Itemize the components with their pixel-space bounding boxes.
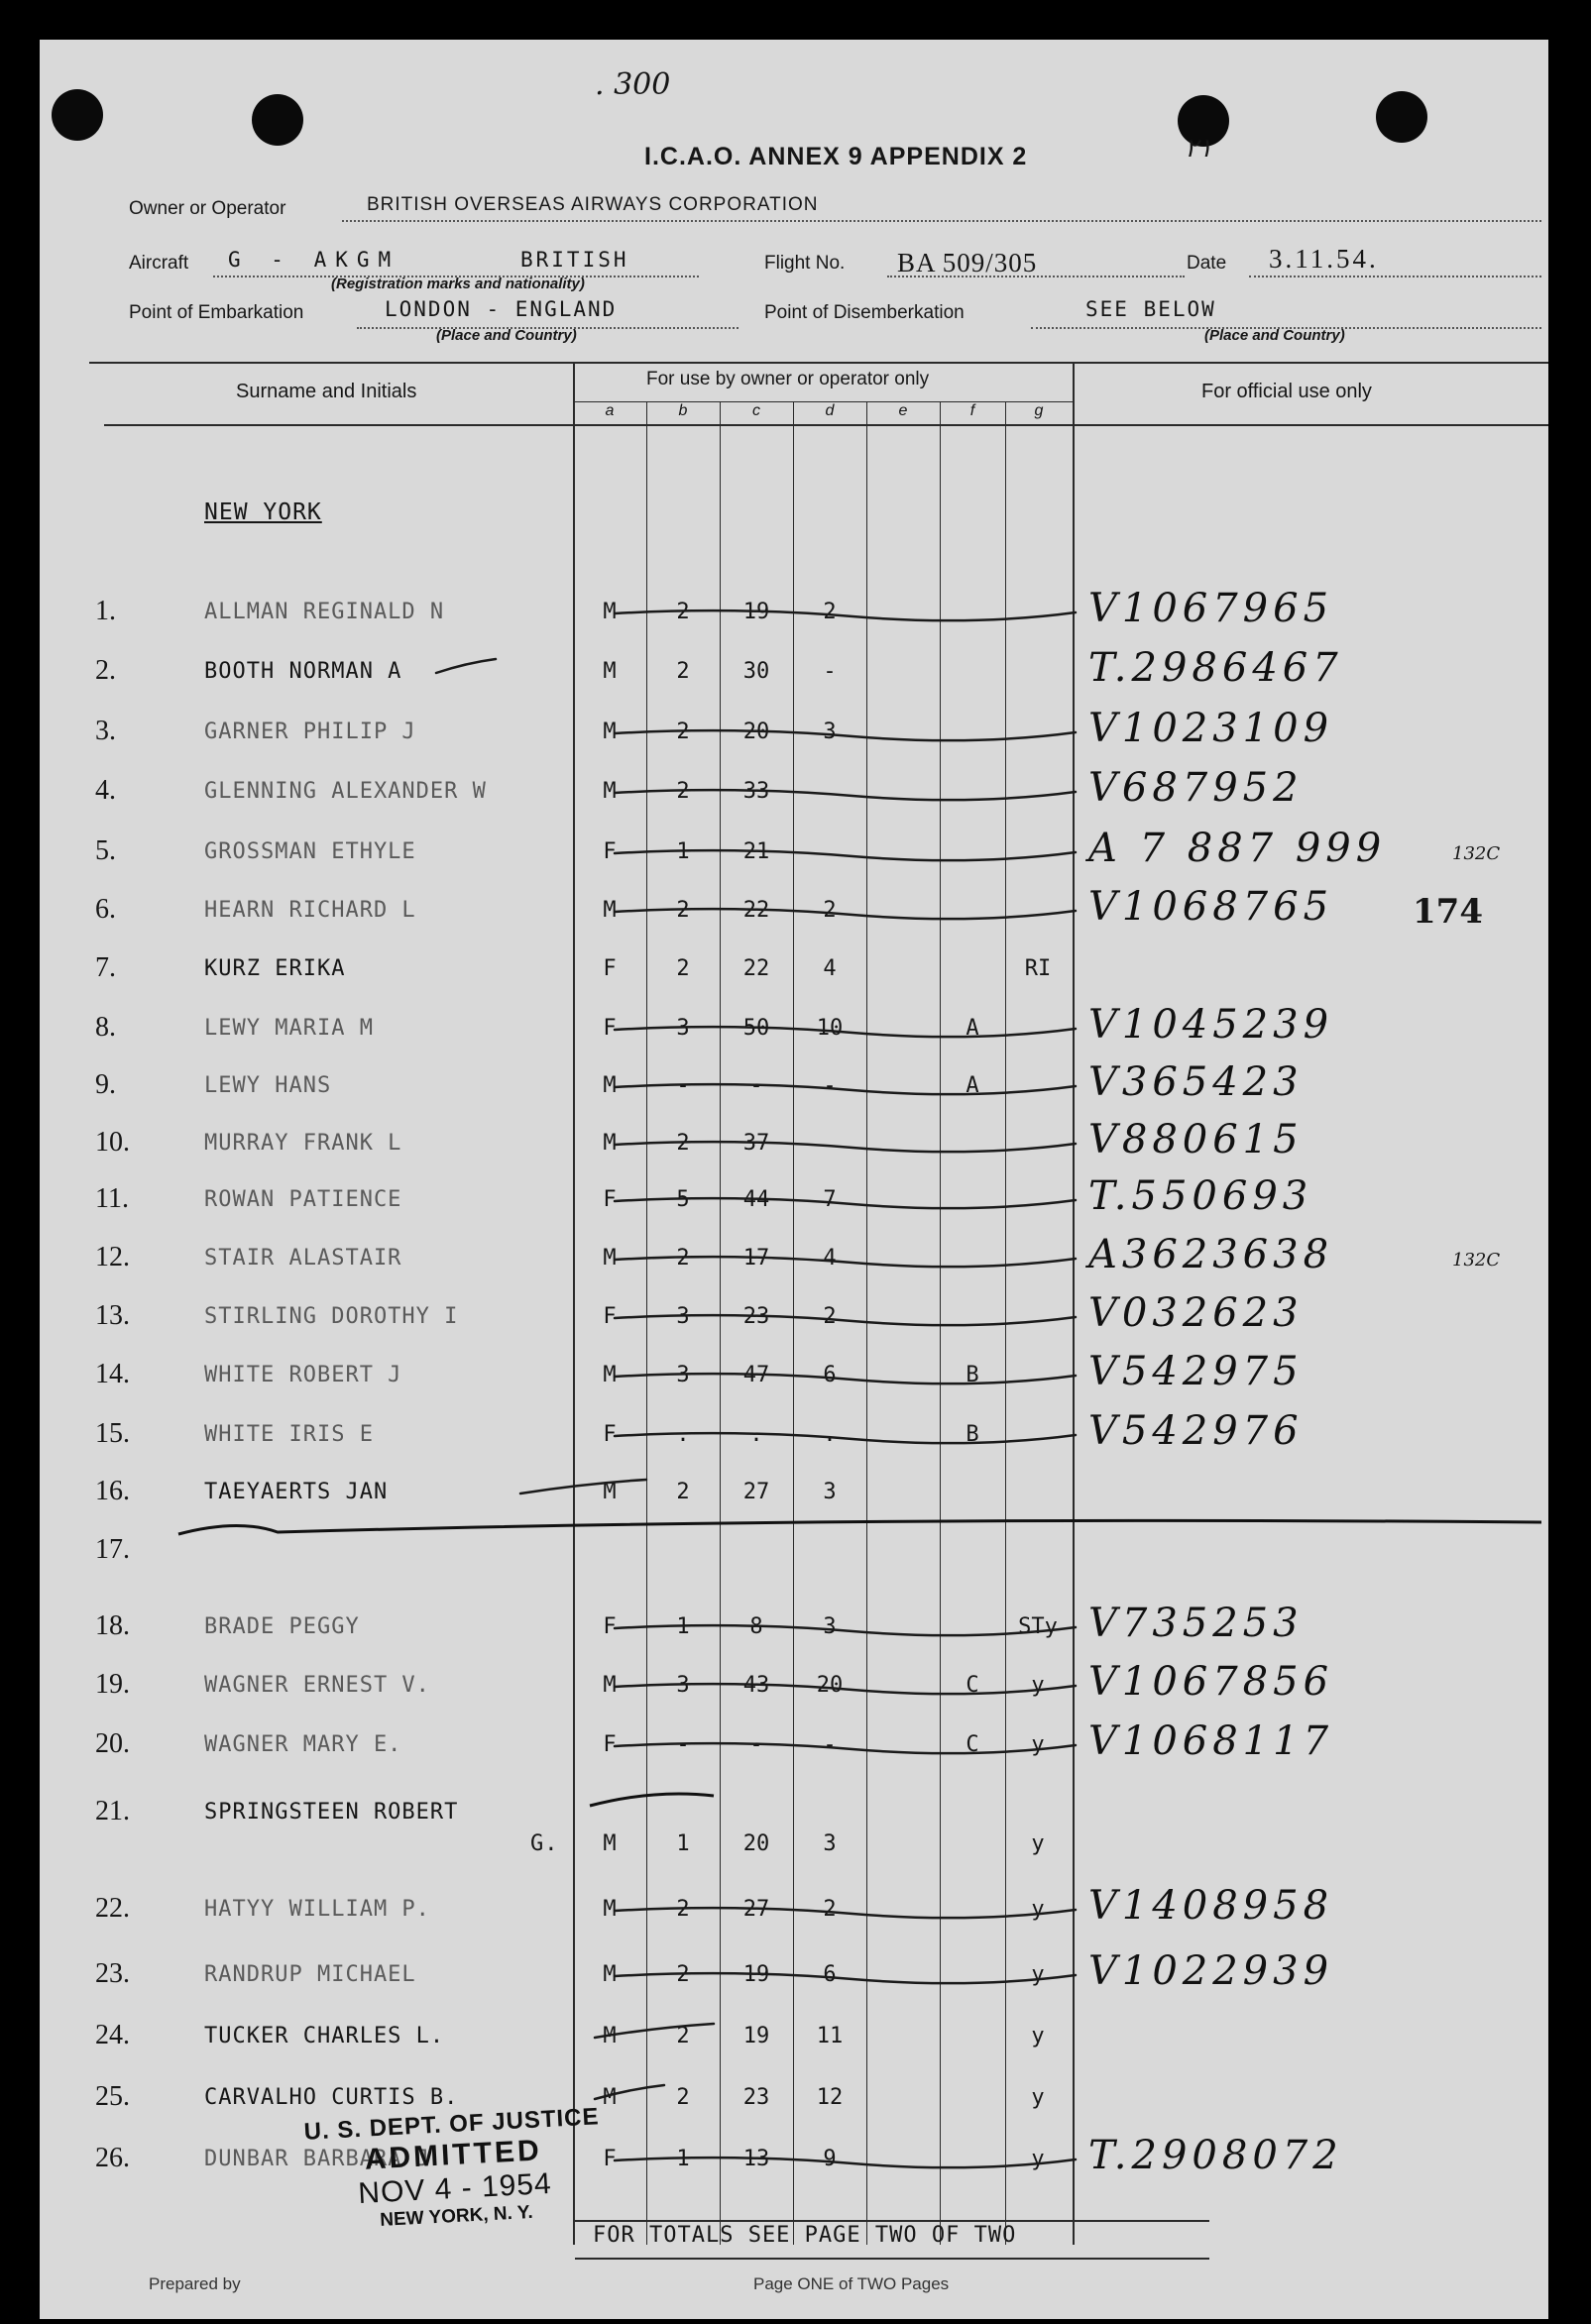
cell-g: y bbox=[1031, 1673, 1045, 1698]
cell-b: 2 bbox=[676, 719, 690, 744]
official-number: V542976 bbox=[1088, 1408, 1304, 1454]
row-number: 17. bbox=[95, 1534, 130, 1565]
totals-rule bbox=[575, 2258, 1209, 2260]
official-number: T.2986467 bbox=[1088, 645, 1343, 691]
row-number: 3. bbox=[95, 716, 116, 746]
cell-b: - bbox=[676, 1073, 690, 1098]
official-number: V1067856 bbox=[1088, 1659, 1334, 1705]
cell-a: F bbox=[603, 2147, 617, 2171]
footer-page: Page ONE of TWO Pages bbox=[753, 2274, 950, 2293]
row-number: 9. bbox=[95, 1069, 116, 1100]
official-number: V542975 bbox=[1088, 1349, 1304, 1394]
strike-line bbox=[615, 1198, 1076, 1208]
cell-a: M bbox=[603, 1673, 617, 1698]
cell-c: 13 bbox=[742, 2147, 770, 2171]
row-number: 10. bbox=[95, 1127, 130, 1158]
cell-g: y bbox=[1031, 2147, 1045, 2171]
cell-c: 20 bbox=[742, 1831, 770, 1856]
cell-b: 1 bbox=[676, 1614, 690, 1639]
passenger-name-continued: G. bbox=[530, 1831, 559, 1856]
cell-a: F bbox=[603, 1187, 617, 1212]
cell-b: 5 bbox=[676, 1187, 690, 1212]
cell-a: F bbox=[603, 1422, 617, 1447]
pen-mark bbox=[436, 659, 496, 673]
cell-d: - bbox=[823, 1073, 837, 1098]
passenger-name: DUNBAR BARBARA J bbox=[204, 2147, 430, 2171]
row-number: 20. bbox=[95, 1728, 130, 1759]
cell-a: F bbox=[603, 1304, 617, 1329]
passenger-name: WAGNER MARY E. bbox=[204, 1732, 402, 1757]
row-number: 19. bbox=[95, 1669, 130, 1700]
strike-line bbox=[615, 1374, 1076, 1383]
aircraft-label: Aircraft bbox=[129, 253, 189, 274]
cell-d: 2 bbox=[823, 1897, 837, 1922]
cell-a: M bbox=[603, 1897, 617, 1922]
cell-b: 2 bbox=[676, 779, 690, 804]
cell-b: 3 bbox=[676, 1673, 690, 1698]
cell-d: 2 bbox=[823, 1304, 837, 1329]
owner-label: Owner or Operator bbox=[129, 198, 286, 219]
official-number: V1023109 bbox=[1088, 706, 1334, 751]
cell-c: - bbox=[749, 1732, 763, 1757]
subcolumn-g: g bbox=[1034, 402, 1044, 419]
cell-b: 2 bbox=[676, 2024, 690, 2048]
cell-d: 2 bbox=[823, 898, 837, 923]
subcolumn-b: b bbox=[678, 402, 688, 419]
row-number: 22. bbox=[95, 1893, 130, 1924]
passenger-name: WAGNER ERNEST V. bbox=[204, 1673, 430, 1698]
cell-d: . bbox=[823, 1422, 837, 1447]
flight-value: BA 509/305 bbox=[897, 248, 1038, 277]
cell-c: 50 bbox=[742, 1016, 770, 1041]
cell-d: - bbox=[823, 659, 837, 684]
subcolumn-a: a bbox=[605, 402, 615, 419]
strike-line bbox=[615, 1084, 1076, 1094]
cell-a: M bbox=[603, 779, 617, 804]
stamp-line: ADMITTED bbox=[364, 2134, 543, 2176]
passenger-name: LEWY MARIA M bbox=[204, 1016, 374, 1041]
passenger-name: SPRINGSTEEN ROBERT bbox=[204, 1800, 459, 1825]
subcolumn-c: c bbox=[752, 402, 760, 419]
cell-a: M bbox=[603, 1363, 617, 1387]
cell-a: M bbox=[603, 1831, 617, 1856]
cell-f: A bbox=[966, 1016, 979, 1041]
cell-b: 3 bbox=[676, 1304, 690, 1329]
stamp-line: NEW YORK, N. Y. bbox=[379, 2201, 534, 2231]
passenger-name: TUCKER CHARLES L. bbox=[204, 2024, 445, 2048]
cell-c: 33 bbox=[742, 779, 770, 804]
cell-b: 2 bbox=[676, 898, 690, 923]
official-number: V1067965 bbox=[1088, 586, 1334, 631]
cell-a: M bbox=[603, 1073, 617, 1098]
cell-d: 6 bbox=[823, 1962, 837, 1987]
official-number: V1045239 bbox=[1088, 1002, 1334, 1048]
row-number: 15. bbox=[95, 1418, 130, 1449]
passenger-name: GLENNING ALEXANDER W bbox=[204, 779, 487, 804]
strike-line bbox=[615, 1908, 1076, 1918]
passenger-name: GARNER PHILIP J bbox=[204, 719, 416, 744]
passenger-name: BRADE PEGGY bbox=[204, 1614, 360, 1639]
date-value: 3.11.54. bbox=[1269, 244, 1379, 274]
totals-rule bbox=[575, 2220, 1209, 2222]
official-number: T.550693 bbox=[1088, 1173, 1313, 1219]
cell-c: 19 bbox=[742, 600, 770, 624]
cell-d: - bbox=[823, 1732, 837, 1757]
official-number: V735253 bbox=[1088, 1601, 1304, 1646]
official-number: A 7 887 999 bbox=[1088, 826, 1387, 871]
subcolumn-f: f bbox=[969, 402, 975, 419]
pen-mark bbox=[520, 1480, 646, 1494]
cell-g: STy bbox=[1018, 1614, 1058, 1639]
cell-c: 21 bbox=[742, 839, 770, 864]
cell-b: 1 bbox=[676, 1831, 690, 1856]
immigration-stamp bbox=[302, 2103, 606, 2236]
passenger-name: LEWY HANS bbox=[204, 1073, 332, 1098]
cell-b: 2 bbox=[676, 659, 690, 684]
column-header-official: For official use only bbox=[1201, 381, 1372, 402]
passenger-name: MURRAY FRANK L bbox=[204, 1131, 402, 1156]
row-number: 12. bbox=[95, 1242, 130, 1273]
cell-a: M bbox=[603, 2085, 617, 2110]
row-number: 13. bbox=[95, 1300, 130, 1331]
strike-line bbox=[615, 790, 1076, 800]
cell-d: 3 bbox=[823, 1831, 837, 1856]
row-number: 8. bbox=[95, 1012, 116, 1043]
official-number: V365423 bbox=[1088, 1059, 1304, 1105]
owner-value: BRITISH OVERSEAS AIRWAYS CORPORATION bbox=[367, 194, 819, 215]
cell-f: C bbox=[966, 1673, 979, 1698]
cell-c: 43 bbox=[742, 1673, 770, 1698]
stamp-line: U. S. DEPT. OF JUSTICE bbox=[303, 2103, 601, 2146]
cell-b: 1 bbox=[676, 839, 690, 864]
cell-a: F bbox=[603, 1016, 617, 1041]
official-annotation: 132C bbox=[1452, 843, 1501, 864]
cell-f: B bbox=[966, 1422, 979, 1447]
strike-line bbox=[615, 1433, 1076, 1443]
row-number: 1. bbox=[95, 596, 116, 626]
strike-lines bbox=[40, 40, 1548, 2319]
cell-c: 44 bbox=[742, 1187, 770, 1212]
cell-b: - bbox=[676, 1732, 690, 1757]
cell-a: M bbox=[603, 1480, 617, 1504]
cell-b: 3 bbox=[676, 1016, 690, 1041]
stamp-line: NOV 4 - 1954 bbox=[357, 2166, 553, 2211]
cell-a: M bbox=[603, 898, 617, 923]
cell-c: 8 bbox=[749, 1614, 763, 1639]
cell-d: 3 bbox=[823, 1480, 837, 1504]
cell-c: - bbox=[749, 1073, 763, 1098]
cell-c: 19 bbox=[742, 2024, 770, 2048]
official-number: V032623 bbox=[1088, 1290, 1304, 1336]
row-number: 7. bbox=[95, 952, 116, 983]
row-number: 4. bbox=[95, 775, 116, 806]
strike-line bbox=[615, 610, 1076, 620]
official-number: T.2908072 bbox=[1088, 2133, 1343, 2178]
passenger-name: TAEYAERTS JAN bbox=[204, 1480, 389, 1504]
aircraft-value: G - AKGM bbox=[228, 248, 400, 272]
passenger-name: HATYY WILLIAM P. bbox=[204, 1897, 430, 1922]
cell-g: RI bbox=[1024, 956, 1052, 981]
official-number: V1068117 bbox=[1088, 1718, 1334, 1764]
passenger-name: GROSSMAN ETHYLE bbox=[204, 839, 416, 864]
official-number: V880615 bbox=[1088, 1117, 1304, 1162]
registration-note: (Registration marks and nationality) bbox=[331, 276, 585, 292]
strike-line bbox=[615, 1027, 1076, 1037]
place-country-note: (Place and Country) bbox=[1204, 327, 1345, 344]
cell-b: 2 bbox=[676, 1131, 690, 1156]
cell-b: 2 bbox=[676, 956, 690, 981]
cell-c: 22 bbox=[742, 898, 770, 923]
cell-a: M bbox=[603, 600, 617, 624]
row-number: 21. bbox=[95, 1796, 130, 1826]
passenger-name: WHITE IRIS E bbox=[204, 1422, 374, 1447]
passenger-name: WHITE ROBERT J bbox=[204, 1363, 402, 1387]
aircraft-nationality: BRITISH bbox=[520, 248, 629, 272]
passenger-name: ROWAN PATIENCE bbox=[204, 1187, 402, 1212]
cell-d: 9 bbox=[823, 2147, 837, 2171]
passenger-name: KURZ ERIKA bbox=[204, 956, 346, 981]
cell-c: 37 bbox=[742, 1131, 770, 1156]
cell-f: A bbox=[966, 1073, 979, 1098]
embarkation-value: LONDON - ENGLAND bbox=[385, 297, 618, 321]
cell-c: 47 bbox=[742, 1363, 770, 1387]
disembarkation-label: Point of Disemberkation bbox=[764, 302, 965, 323]
footer-prepared: Prepared by bbox=[149, 2274, 241, 2293]
passenger-name: HEARN RICHARD L bbox=[204, 898, 416, 923]
cell-b: 2 bbox=[676, 1962, 690, 1987]
column-header-operator: For use by owner or operator only bbox=[646, 369, 930, 389]
strike-line bbox=[615, 850, 1076, 860]
cell-d: 3 bbox=[823, 1614, 837, 1639]
destination-heading: NEW YORK bbox=[204, 499, 322, 525]
row-number: 6. bbox=[95, 894, 116, 925]
cell-d: 4 bbox=[823, 956, 837, 981]
cell-c: 23 bbox=[742, 2085, 770, 2110]
subcolumn-e: e bbox=[898, 402, 908, 419]
cell-g: y bbox=[1031, 1897, 1045, 1922]
cell-a: F bbox=[603, 839, 617, 864]
official-annotation: 132C bbox=[1452, 1250, 1501, 1271]
row-17-strike bbox=[178, 1520, 1541, 1534]
cell-c: 22 bbox=[742, 956, 770, 981]
cell-f: B bbox=[966, 1363, 979, 1387]
cell-c: 20 bbox=[742, 719, 770, 744]
row-number: 11. bbox=[95, 1183, 129, 1214]
passenger-name: ALLMAN REGINALD N bbox=[204, 600, 445, 624]
pen-mark bbox=[595, 2024, 714, 2038]
cell-c: 27 bbox=[742, 1897, 770, 1922]
official-number: A3623638 bbox=[1088, 1232, 1334, 1277]
page-number: . 300 bbox=[595, 67, 671, 102]
row-number: 23. bbox=[95, 1958, 130, 1989]
row-number: 26. bbox=[95, 2143, 130, 2173]
passenger-name: CARVALHO CURTIS B. bbox=[204, 2085, 459, 2110]
strike-line bbox=[615, 1257, 1076, 1267]
cell-f: C bbox=[966, 1732, 979, 1757]
cell-c: 19 bbox=[742, 1962, 770, 1987]
cell-d: 7 bbox=[823, 1187, 837, 1212]
cell-g: y bbox=[1031, 2085, 1045, 2110]
cell-b: . bbox=[676, 1422, 690, 1447]
passenger-name: STIRLING DOROTHY I bbox=[204, 1304, 459, 1329]
cell-c: 23 bbox=[742, 1304, 770, 1329]
strike-line bbox=[615, 1743, 1076, 1753]
cell-g: y bbox=[1031, 1831, 1045, 1856]
row-number: 24. bbox=[95, 2020, 130, 2050]
subcolumn-d: d bbox=[825, 402, 835, 419]
cell-d: 11 bbox=[816, 2024, 844, 2048]
circled-mark: ٢١ bbox=[1185, 134, 1212, 164]
cell-b: 2 bbox=[676, 2085, 690, 2110]
totals-note: FOR TOTALS SEE PAGE TWO OF TWO bbox=[593, 2223, 1017, 2248]
cell-b: 2 bbox=[676, 600, 690, 624]
cell-g: y bbox=[1031, 1962, 1045, 1987]
strike-line bbox=[615, 1625, 1076, 1635]
cell-d: 6 bbox=[823, 1363, 837, 1387]
pen-mark bbox=[595, 2085, 664, 2099]
cell-b: 3 bbox=[676, 1363, 690, 1387]
strike-line bbox=[615, 2158, 1076, 2167]
strike-line bbox=[615, 909, 1076, 919]
cell-a: M bbox=[603, 2024, 617, 2048]
cell-a: F bbox=[603, 1732, 617, 1757]
flight-label: Flight No. bbox=[764, 253, 846, 274]
strike-line bbox=[615, 730, 1076, 740]
embarkation-label: Point of Embarkation bbox=[129, 302, 304, 323]
cell-a: M bbox=[603, 1246, 617, 1271]
cell-b: 2 bbox=[676, 1480, 690, 1504]
cell-b: 1 bbox=[676, 2147, 690, 2171]
cell-a: M bbox=[603, 1131, 617, 1156]
row-number: 18. bbox=[95, 1610, 130, 1641]
official-number: V1408958 bbox=[1088, 1883, 1334, 1929]
official-number: V1022939 bbox=[1088, 1948, 1334, 1994]
row-number: 2. bbox=[95, 655, 116, 686]
cell-b: 2 bbox=[676, 1897, 690, 1922]
cell-a: F bbox=[603, 956, 617, 981]
date-label: Date bbox=[1187, 253, 1227, 274]
cell-a: F bbox=[603, 1614, 617, 1639]
cell-g: y bbox=[1031, 1732, 1045, 1757]
strike-line bbox=[615, 1973, 1076, 1983]
manifest-page bbox=[40, 40, 1548, 2319]
passenger-name: STAIR ALASTAIR bbox=[204, 1246, 402, 1271]
official-annotation: 174 bbox=[1413, 892, 1483, 932]
official-number: V687952 bbox=[1088, 765, 1304, 811]
cell-c: 30 bbox=[742, 659, 770, 684]
cell-b: 2 bbox=[676, 1246, 690, 1271]
row-number: 14. bbox=[95, 1359, 130, 1389]
passenger-name: RANDRUP MICHAEL bbox=[204, 1962, 416, 1987]
strike-line bbox=[615, 1684, 1076, 1694]
strike-line bbox=[615, 1315, 1076, 1325]
cell-d: 10 bbox=[816, 1016, 844, 1041]
cell-c: . bbox=[749, 1422, 763, 1447]
passenger-name: BOOTH NORMAN A bbox=[204, 659, 402, 684]
cell-d: 2 bbox=[823, 600, 837, 624]
cell-c: 27 bbox=[742, 1480, 770, 1504]
cell-d: 20 bbox=[816, 1673, 844, 1698]
cell-d: 3 bbox=[823, 719, 837, 744]
row-number: 25. bbox=[95, 2081, 130, 2112]
strike-line bbox=[615, 1142, 1076, 1152]
row-number: 16. bbox=[95, 1476, 130, 1506]
cell-g: y bbox=[1031, 2024, 1045, 2048]
form-title: I.C.A.O. ANNEX 9 APPENDIX 2 bbox=[644, 143, 1028, 170]
cell-c: 17 bbox=[742, 1246, 770, 1271]
disembarkation-value: SEE BELOW bbox=[1085, 297, 1216, 321]
cell-a: M bbox=[603, 659, 617, 684]
cell-a: M bbox=[603, 1962, 617, 1987]
cell-a: M bbox=[603, 719, 617, 744]
cell-d: 12 bbox=[816, 2085, 844, 2110]
row-21-mark bbox=[590, 1794, 714, 1806]
place-country-note: (Place and Country) bbox=[436, 327, 577, 344]
column-header-surname: Surname and Initials bbox=[236, 381, 417, 402]
row-number: 5. bbox=[95, 835, 116, 866]
official-number: V1068765 bbox=[1088, 884, 1334, 930]
cell-d: 4 bbox=[823, 1246, 837, 1271]
